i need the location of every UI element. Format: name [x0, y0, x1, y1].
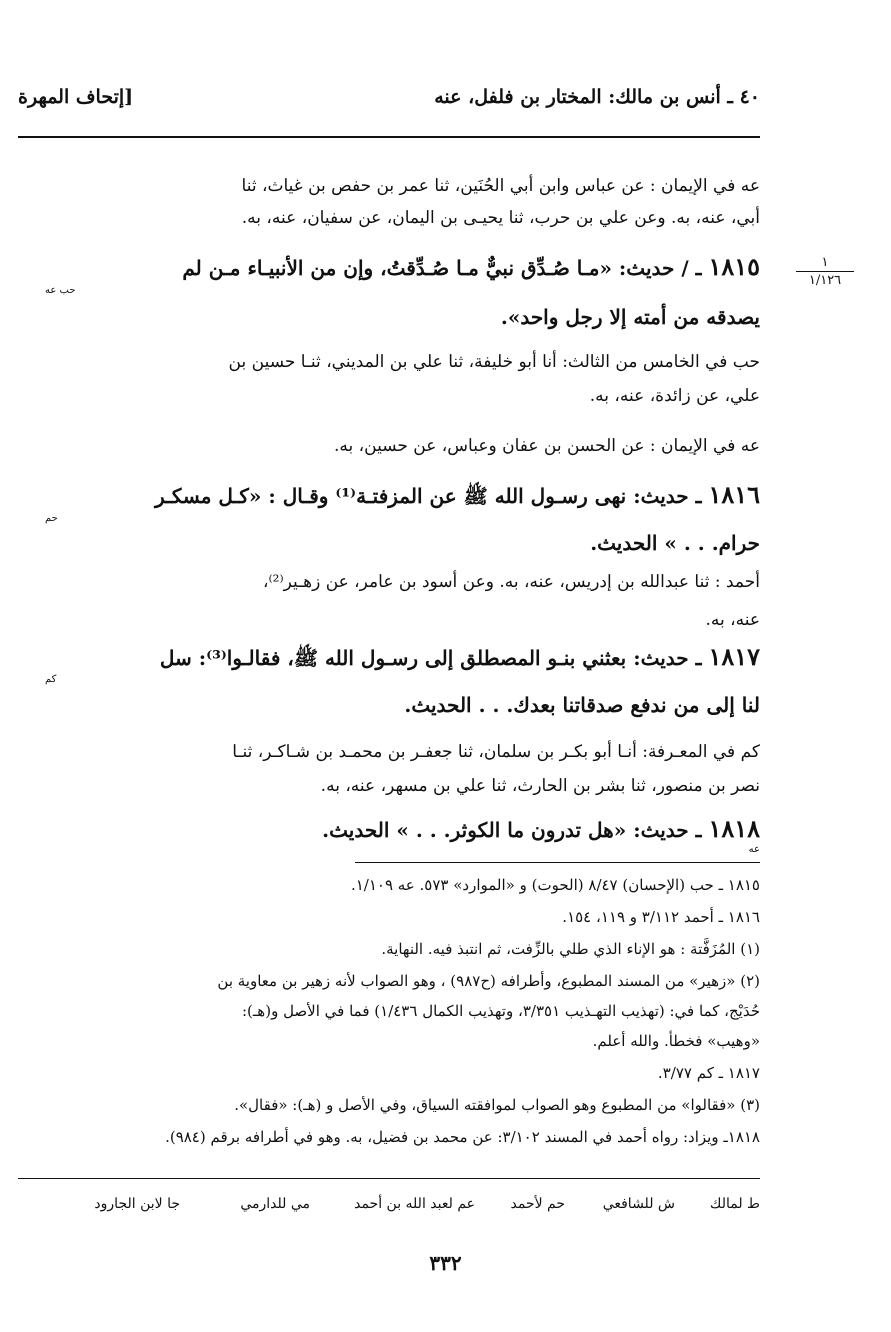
main-text: [45, 0, 760, 860]
hadith-text-continued: يصدقه من أمته إلا رجل واحد».: [500, 305, 760, 329]
margin-reference-bottom: ١/١٢٦: [808, 273, 842, 288]
footnotes: [45, 876, 760, 1176]
hadith-number: ١٨١٦: [708, 480, 760, 509]
abbreviation: حم لأحمد: [510, 1196, 565, 1212]
hadith-text: ـ حديث: «هل تدرون ما الكوثر. . . » الحديث.: [322, 818, 702, 842]
hadith-text: ـ حديث: نهى رسـول الله ﷺ عن المزفتـة⁽¹⁾ وقـال : «كـل مسكـر: [154, 484, 702, 508]
abbreviation: جا لابن الجارود: [94, 1196, 180, 1212]
footnote-line: (٢) «زهير» من المسند المطبوع، وأطرافه (ح٩٨٧) ، وهو الصواب لأنه زهير بن معاوية بن: [217, 972, 760, 990]
book-title: [إتحاف المهرة: [18, 86, 134, 108]
abbreviation: ش للشافعي: [602, 1196, 675, 1212]
abbreviations-key: [18, 1196, 760, 1222]
hadith-1815-heading: [182, 250, 760, 285]
hadith-1818-heading: [322, 812, 760, 847]
hadith-text: ـ حديث: بعثني بنـو المصطلق إلى رسـول الله ﷺ، فقالـوا⁽³⁾: سل: [159, 646, 702, 670]
page-number: ٣٣٢: [429, 1251, 462, 1275]
margin-reference: [796, 255, 854, 288]
hadith-number: ١٨١٨: [708, 814, 760, 843]
abbreviations-rule: [18, 1178, 760, 1179]
footnote-line: «وهيب» فخطأ. والله أعلم.: [592, 1032, 760, 1050]
text-line: علي، عن زائدة، عنه، به.: [589, 386, 760, 406]
footnote-line: (١) المُزَفَّتة : هو الإناء الذي طلي بالزِّفت، ثم انتبذ فيه. النهاية.: [381, 940, 760, 958]
footnote-line: ١٨١٦ ـ أحمد ٣/١١٢ و ١١٩، ١٥٤.: [562, 908, 760, 926]
text-line: عه في الإيمان : عن الحسن بن عفان وعباس، عن حسين، به.: [334, 436, 760, 456]
hadith-number: ١٨١٧: [708, 642, 760, 671]
abbreviation: مي للدارمي: [240, 1196, 310, 1212]
hadith-text-continued: لنا إلى من ندفع صدقاتنا بعدك. . . الحديث.: [404, 693, 760, 717]
hadith-1817-heading: [160, 640, 760, 675]
hadith-number: ١٨١٥: [708, 252, 760, 281]
footnote-line: ١٨١٧ ـ كم ٣/٧٧.: [657, 1064, 760, 1082]
text-line: عنه، به.: [705, 610, 760, 630]
text-line: عه في الإيمان : عن عباس وابن أبي الحُنَين، ثنا عمر بن حفص بن غياث، ثنا: [241, 176, 760, 196]
chapter-heading: ٤٠ ـ أنس بن مالك: المختار بن فلفل، عنه: [434, 86, 760, 108]
margin-reference-top: ١: [796, 255, 854, 272]
hadith-siglum: كم: [45, 674, 57, 685]
footnote-line: (٣) «فقالوا» من المطبوع وهو الصواب لموافقته السياق، وفي الأصل و (هـ): «فقال».: [234, 1096, 760, 1114]
footnote-rule: [355, 862, 760, 863]
abbreviation: عم لعبد الله بن أحمد: [354, 1196, 475, 1212]
text-line: كم في المعـرفة: أنـا أبو بكـر بن سلمان، ثنا جعفـر بن محمـد بن شـاكـر، ثنـا: [232, 742, 760, 762]
footnote-line: ١٨١٨ـ ويزاد: رواه أحمد في المسند ٣/١٠٢: عن محمد بن فضيل، به. وهو في أطرافه برقم (٩٨٤).: [165, 1128, 760, 1146]
hadith-siglum: حب عه: [45, 285, 76, 296]
abbreviation: ط لمالك: [709, 1196, 760, 1212]
hadith-siglum: حم: [45, 513, 58, 524]
hadith-siglum: عه: [748, 844, 760, 855]
footnote-line: حُدَيْج، كما في: (تهذيب التهـذيب ٣/٣٥١، وتهذيب الكمال ١/٤٣٦) فما في الأصل و(هـ):: [242, 1002, 760, 1020]
text-line: حب في الخامس من الثالث: أنا أبو خليفة، ثنا علي بن المديني، ثنـا حسين بن: [228, 352, 760, 372]
text-line: نصر بن منصور، ثنا بشر بن الحارث، ثنا علي بن مسهر، عنه، به.: [320, 776, 760, 796]
footnote-line: ١٨١٥ ـ حب (الإحسان) ٨/٤٧ (الحوت) و «الموارد» ٥٧٣. عه ١/١٠٩.: [350, 876, 760, 894]
hadith-1816-heading: [155, 478, 760, 513]
hadith-text-continued: حرام. . . » الحديث.: [590, 531, 760, 555]
hadith-text: ـ / حديث: «مـا صُـدِّق نبيٌّ مـا صُـدِّقتُ، وإن من الأنبيـاء مـن لم: [182, 256, 702, 280]
text-line: أحمد : ثنا عبدالله بن إدريس، عنه، به. وعن أسود بن عامر، عن زهـير⁽²⁾،: [262, 572, 760, 592]
text-line: أبي، عنه، به. وعن علي بن حرب، ثنا يحيـى بن اليمان، عن سفيان، عنه، به.: [241, 208, 760, 228]
